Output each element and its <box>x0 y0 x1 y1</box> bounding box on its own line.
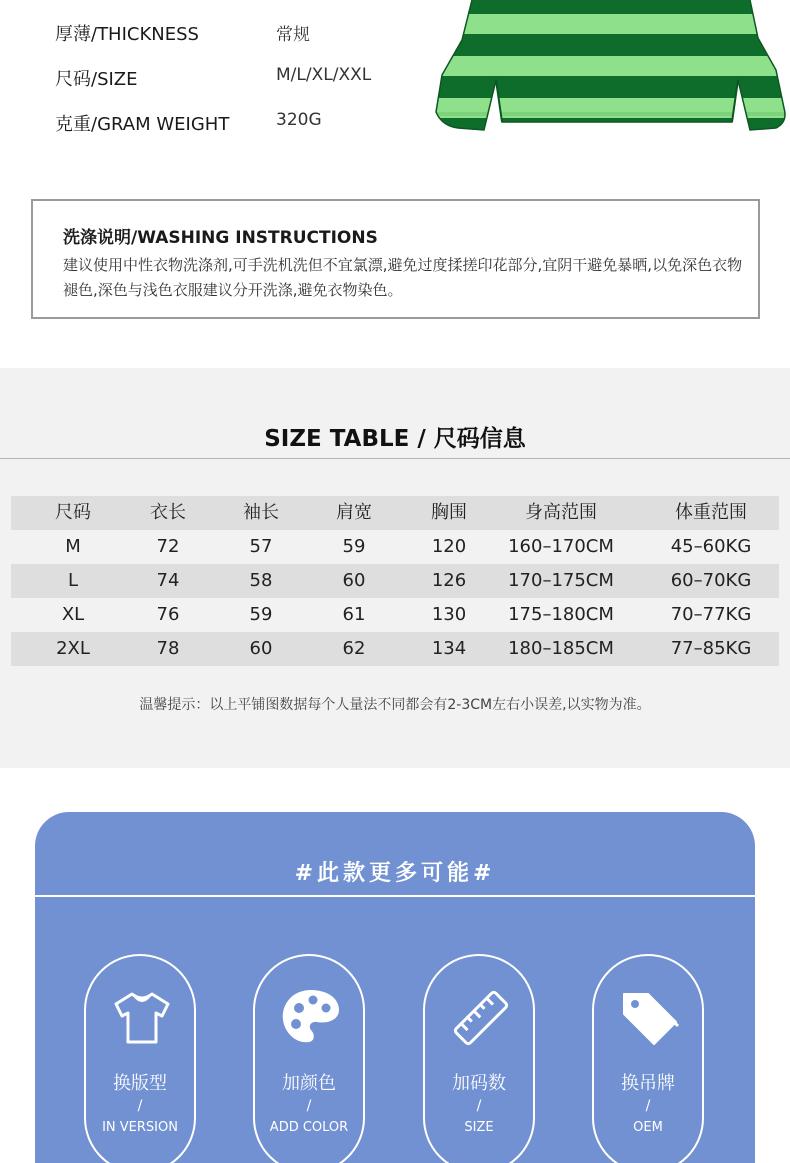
ruler-icon <box>449 986 513 1050</box>
chest-cell: 126 <box>431 570 467 591</box>
weight-range-cell: 45–60KG <box>670 536 752 557</box>
spec-label: 尺码/SIZE <box>55 69 138 90</box>
shoulder-cell: 62 <box>342 638 366 659</box>
option-slash: / <box>645 1098 651 1114</box>
size-cell: 2XL <box>56 638 90 659</box>
weight-range-cell: 60–70KG <box>670 570 752 591</box>
height-range-cell: 175–180CM <box>508 604 614 625</box>
option-name: 加码数 <box>452 1073 506 1094</box>
option-english: ADD COLOR <box>269 1120 349 1135</box>
table-row <box>11 632 779 666</box>
shoulder-cell: 60 <box>342 570 366 591</box>
chest-cell: 134 <box>431 638 467 659</box>
shoulder-cell: 59 <box>342 536 366 557</box>
header-cell: 衣长 <box>150 502 186 523</box>
size-cell: XL <box>61 604 85 625</box>
sleeve-cell: 60 <box>249 638 273 659</box>
size-cell: M <box>65 536 81 557</box>
striped-shirt-image <box>432 0 790 135</box>
height-range-cell: 170–175CM <box>508 570 614 591</box>
option-name: 换版型 <box>113 1073 167 1094</box>
option-oem[interactable] <box>592 954 704 1163</box>
weight-range-cell: 77–85KG <box>670 638 752 659</box>
option-name: 加颜色 <box>282 1073 336 1094</box>
size-table-title: SIZE TABLE / 尺码信息 <box>264 426 526 452</box>
more-options-card <box>35 812 755 1163</box>
option-english: OEM <box>633 1120 663 1135</box>
palette-icon <box>279 986 343 1050</box>
title-divider <box>0 458 790 459</box>
washing-text: 建议使用中性衣物洗涤剂,可手洗机洗但不宜氯漂,避免过度揉搓印花部分,宜阴干避免暴晒,以免深色衣物褪色,深色与浅色衣服建议分开洗涤,避免衣物染色。 <box>63 256 743 299</box>
height-range-cell: 160–170CM <box>508 536 614 557</box>
header-cell: 身高范围 <box>525 502 597 523</box>
spec-label: 克重/GRAM WEIGHT <box>55 114 230 135</box>
option-english: SIZE <box>464 1120 494 1135</box>
spec-label: 厚薄/THICKNESS <box>55 24 199 45</box>
spec-value: M/L/XL/XXL <box>276 65 372 85</box>
header-cell: 胸围 <box>431 502 467 523</box>
option-name: 换吊牌 <box>621 1073 675 1094</box>
option-slash: / <box>476 1098 482 1114</box>
shoulder-cell: 61 <box>342 604 366 625</box>
tshirt-icon <box>110 986 174 1050</box>
weight-range-cell: 70–77KG <box>670 604 752 625</box>
tag-icon <box>618 986 682 1050</box>
length-cell: 76 <box>156 604 180 625</box>
sleeve-cell: 59 <box>249 604 273 625</box>
header-cell: 肩宽 <box>336 502 372 523</box>
option-size[interactable] <box>423 954 535 1163</box>
header-cell: 袖长 <box>243 502 279 523</box>
header-cell: 体重范围 <box>675 502 747 523</box>
length-cell: 72 <box>156 536 180 557</box>
option-slash: / <box>137 1098 143 1114</box>
sleeve-cell: 58 <box>249 570 273 591</box>
washing-title: 洗涤说明/WASHING INSTRUCTIONS <box>63 228 378 248</box>
table-row <box>11 564 779 598</box>
length-cell: 78 <box>156 638 180 659</box>
height-range-cell: 180–185CM <box>508 638 614 659</box>
option-slash: / <box>306 1098 312 1114</box>
chest-cell: 130 <box>431 604 467 625</box>
size-cell: L <box>67 570 79 591</box>
more-options-divider <box>35 895 755 897</box>
length-cell: 74 <box>156 570 180 591</box>
more-options-title: #此款更多可能# <box>294 861 496 886</box>
size-table-header <box>11 496 779 530</box>
option-add-color[interactable] <box>253 954 365 1163</box>
chest-cell: 120 <box>431 536 467 557</box>
spec-value: 320G <box>276 110 322 130</box>
header-cell: 尺码 <box>55 502 91 523</box>
spec-value: 常规 <box>276 25 310 45</box>
size-table-section <box>0 368 790 768</box>
size-note: 温馨提示：以上平铺图数据每个人量法不同都会有2-3CM左右小误差,以实物为准。 <box>139 697 651 713</box>
option-in-version[interactable] <box>84 954 196 1163</box>
washing-instructions-box <box>31 199 760 319</box>
sleeve-cell: 57 <box>249 536 273 557</box>
table-row <box>11 598 779 632</box>
table-row <box>11 530 779 564</box>
size-table <box>11 496 779 666</box>
option-english: IN VERSION <box>102 1120 178 1135</box>
